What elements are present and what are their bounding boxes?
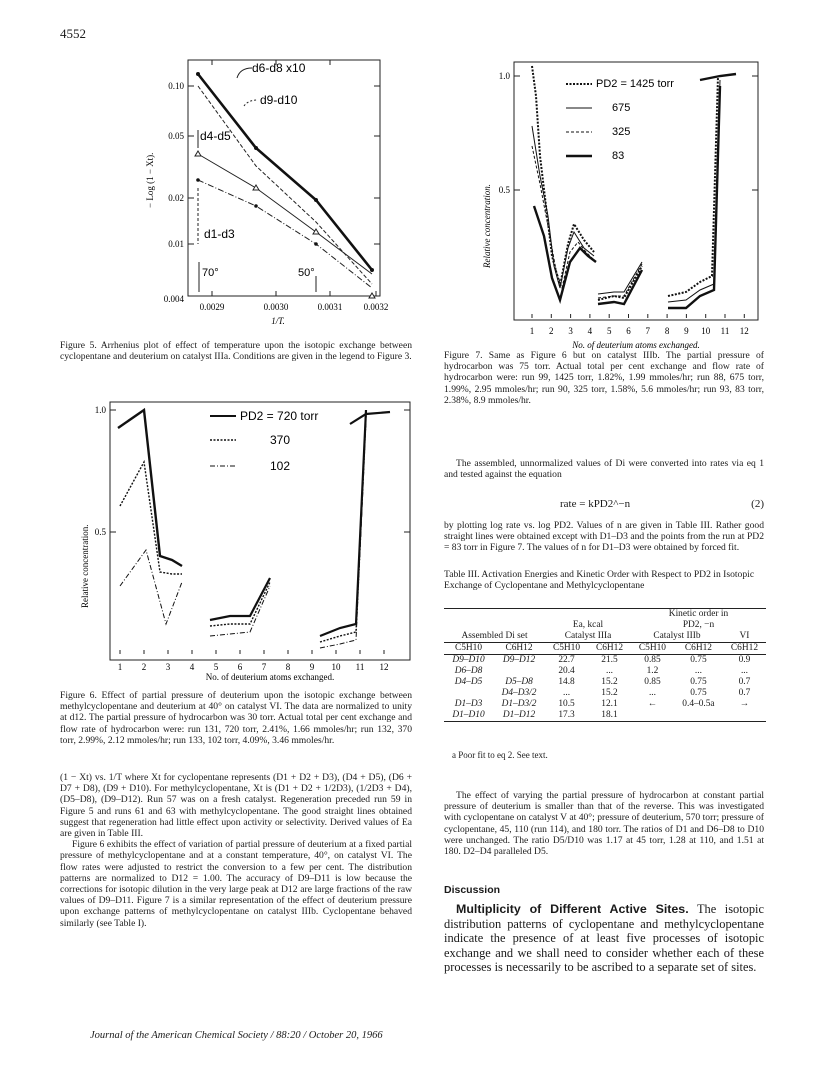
equation-number: (2) (751, 498, 764, 510)
fig5-ytick-4: 0.004 (163, 294, 184, 304)
t3-cell: ... (648, 688, 656, 698)
discussion-subhead: Multiplicity of Different Active Sites. (456, 902, 689, 916)
figure-5-caption: Figure 5. Arrhenius plot of effect of temperature upon the isotopic exchange between cyclopentane and deuterium on catalyst IIIa. Conditions are given in the legend to Figure 3. (60, 340, 412, 363)
fig5-ytick-1: 0.05 (168, 131, 184, 141)
fig7-legend-0: PD2 = 1425 torr (596, 78, 674, 90)
t3-cell: 1.2 (646, 666, 659, 676)
t3-cell: D5–D8 (505, 677, 533, 687)
t3-cell: 15.2 (601, 677, 618, 687)
right-paragraph-3: The effect of varying the partial pressure of hydrocarbon at constant partial pressure of deuterium is smaller than that of the reverse. This was investigated with cyclopentane on catalyst V at 40°; pressure of deuterium, 570 torr; pressure of cyclopentane, 45, 110 (run 114), and 180 torr. The ratios of D1 and D6–D8 to D10 were unchanged. The ratio D5/D10 was 1.17 at 45 torr, 1.28 at 110, and 1.51 at 180. D2–D4 paralleled D5. (444, 790, 764, 858)
t3-cell: D1–D12 (493, 710, 545, 722)
t3-cell: 15.2 (601, 688, 618, 698)
fig6-xtick-5: 6 (237, 662, 243, 672)
fig7-xtick-5: 6 (626, 326, 631, 336)
fig6-ytick-1: 0.5 (94, 527, 106, 537)
t3-sub-1: C6H12 (493, 643, 545, 655)
t3-sub-5: C6H12 (674, 643, 723, 655)
fig5-label-70: 70° (202, 267, 219, 279)
fig5-label-50: 50° (298, 267, 315, 279)
discussion-text: The isotopic distribution patterns of cyclopentane and methylcyclopentane indicate the presence of at least five processes of isotopic exchange and we shall need to consider whether each of these processes is necessarily to be ascribed to a separate set of sites. (444, 902, 764, 975)
figure-7-caption: Figure 7. Same as Figure 6 but on catalyst IIIb. The partial pressure of hydrocarbon was 75 torr. Actual total per cent exchange and flow rate of hydrocarbon were: run 99, 1425 torr, 1.82%, 1.99 mmoles/hr; run 88, 675 torr, 1.99%, 2.95 mmoles/hr; run 90, 325 torr, 1.58%, 5.6 mmoles/hr; run 93, 83 torr, 2.38%, 8.9 mmoles/hr. (444, 350, 764, 406)
fig7-legend-2: 325 (612, 126, 631, 138)
equation-lhs: rate = kPD2^−n (560, 498, 631, 510)
t3-cell: 0.85 (644, 655, 661, 665)
fig6-y-label: Relative concentration. (80, 524, 90, 608)
fig7-xtick-6: 7 (645, 326, 651, 336)
t3-cell: ... (694, 666, 702, 676)
fig5-xtick-1: 0.0030 (263, 302, 289, 312)
fig5-label-d9d10: d9-d10 (260, 93, 298, 107)
fig6-xtick-11: 12 (379, 662, 389, 672)
figure-6 (60, 396, 420, 686)
fig5-xtick-0: 0.0029 (199, 302, 225, 312)
t3-cell: D1–D10 (444, 710, 493, 722)
fig7-xtick-0: 1 (529, 326, 535, 336)
fig6-xtick-4: 5 (213, 662, 219, 672)
t3-cell: D9–D12 (502, 655, 536, 665)
right-paragraph-1: The assembled, unnormalized values of Di were converted into rates via eq 1 and tested against the equation (444, 458, 764, 481)
fig7-y-label: Relative concentration. (482, 184, 492, 268)
fig7-xtick-9: 10 (701, 326, 711, 336)
fig7-ytick-0: 1.0 (498, 71, 510, 81)
fig6-xtick-0: 1 (117, 662, 123, 672)
t3-cat-IIIa: Catalyst IIIa (564, 631, 612, 641)
fig5-ytick-2: 0.02 (168, 193, 184, 203)
t3-cell: 0.7 (738, 688, 751, 698)
discussion-heading: Discussion (444, 884, 501, 896)
figure-6-caption: Figure 6. Effect of partial pressure of deuterium upon the isotopic exchange between methylcyclopentane and deuterium at 40° on catalyst VI. The data are normalized to unity at d12. The partial pressure of hydrocarbon was 30 torr. Actual total per cent exchange and flow rate of hydrocarbon were: run 131, 720 torr, 2.41%, 1.66 mmoles/hr; run 132, 370 torr, 2.99%, 2.12 mmoles/hr; run 133, 102 torr, 4.09%, 3.46 mmoles/hr. (60, 690, 412, 746)
figure-7 (474, 56, 764, 356)
fig6-xtick-6: 7 (261, 662, 267, 672)
t3-cell: → (739, 699, 750, 709)
t3-cell: D4–D3/2 (501, 688, 537, 698)
t3-cell (674, 710, 723, 722)
table-3 (444, 608, 766, 722)
table-row (444, 677, 766, 688)
t3-cell: 12.1 (601, 699, 618, 709)
table-row (444, 688, 766, 699)
t3-cell (493, 666, 545, 677)
t3-sub-2: C5H10 (545, 643, 588, 655)
t3-cell: 0.75 (690, 655, 707, 665)
t3-cell (444, 688, 493, 699)
table-row (444, 699, 766, 710)
left-body-text (60, 772, 412, 929)
fig5-x-label: 1/T. (271, 316, 285, 326)
t3-cell: D4–D5 (454, 677, 483, 687)
t3-cell: D6–D8 (454, 666, 483, 676)
t3-cell: ... (740, 666, 748, 676)
fig7-legend-3: 83 (612, 150, 625, 162)
fig6-legend-2: 102 (270, 459, 291, 473)
fig6-xtick-9: 10 (331, 662, 341, 672)
t3-cell: 0.75 (690, 677, 707, 687)
table-row (444, 666, 766, 677)
t3-cell (723, 710, 766, 722)
t3-group-kinetic-2: PD2, −n (682, 620, 715, 630)
right-paragraph-2: by plotting log rate vs. log PD2. Values of n are given in Table III. Rather good straight lines were obtained except with D1–D3 and the points from the run at PD2 = 83 torr in Figure 7. The values of n for D1–D3 were obtained by forced fit. (444, 520, 764, 554)
fig7-xtick-2: 3 (568, 326, 573, 336)
table-row (444, 655, 766, 667)
fig7-xtick-4: 5 (606, 326, 612, 336)
t3-cell: 14.8 (558, 677, 575, 687)
t3-cell: 18.1 (588, 710, 631, 722)
t3-cell: 22.7 (558, 655, 575, 665)
t3-cat-IIIb: Catalyst IIIb (653, 631, 701, 641)
t3-cell: D9–D10 (452, 655, 485, 665)
t3-cell: 0.85 (644, 677, 661, 687)
fig6-xtick-3: 4 (189, 662, 195, 672)
t3-cat-VI: VI (739, 631, 750, 641)
fig5-ytick-3: 0.01 (168, 239, 184, 249)
t3-cell (631, 710, 674, 722)
page-number: 4552 (60, 26, 86, 41)
t3-cell: 17.3 (545, 710, 588, 722)
table-row (444, 710, 766, 722)
t3-cell: 0.75 (690, 688, 707, 698)
left-paragraph-1: (1 − Xt) vs. 1/T where Xt for cyclopentane represents (D1 + D2 + D3), (D4 + D5), (D6 + D7 + D8), (D9 + D10). For methylcyclopentane, Xt is (D1 + D2 + 1/2D3), (1/2D3 + D4), (D5–D8), (D9–D12). Run 57 was on a fresh catalyst. Regeneration preceded run 59 in Figure 5 and runs 61 and 63 with methylcyclopentane. The good straight lines obtained suggest that regeneration had little effect upon activity or selectivity. Derived values of Ea are given in Table III. (60, 772, 412, 840)
figure-5 (140, 48, 390, 338)
t3-cell: ... (563, 688, 571, 698)
fig6-xtick-8: 9 (309, 662, 315, 672)
journal-footer: Journal of the American Chemical Society / 88:20 / October 20, 1966 (90, 1030, 383, 1041)
t3-cell: ← (647, 699, 658, 709)
t3-cell: 21.5 (601, 655, 618, 665)
t3-cell: 10.5 (558, 699, 575, 709)
fig6-legend-1: 370 (270, 433, 291, 447)
fig5-label-d1d3: d1-d3 (204, 227, 235, 241)
fig5-y-label: − Log (1 − Xt). (145, 152, 155, 208)
fig6-x-label: No. of deuterium atoms exchanged. (205, 672, 335, 682)
fig6-xtick-2: 3 (165, 662, 171, 672)
fig7-legend-1: 675 (612, 102, 631, 114)
t3-cell: 0.7 (738, 677, 751, 687)
left-paragraph-2: Figure 6 exhibits the effect of variation of partial pressure of deuterium at a fixed partial pressure of methylcyclopentane and at a constant temperature, 40°, on catalyst VI. The flow rates were adjusted to restrict the conversion to a few per cent. The distribution patterns are normalized to D12 = 1.00. The accuracy of D9–D11 is low because the corrections for isotopic dilution in the very large peak at D12 are large fractions of the raw values of D9–D11. Figure 7 is a similar representation of the effect of deuterium pressure upon exchange patterns of methylcyclopentane on catalyst IIIb. Cyclopentane behaved similarly (see Table I). (60, 839, 412, 929)
fig5-label-d4d5: d4-d5 (200, 129, 231, 143)
fig7-xtick-3: 4 (587, 326, 593, 336)
fig6-xtick-7: 8 (285, 662, 291, 672)
t3-sub-0: C5H10 (444, 643, 493, 655)
fig5-xtick-3: 0.0032 (363, 302, 389, 312)
fig7-xtick-10: 11 (720, 326, 730, 336)
t3-cell: D1–D3 (454, 699, 483, 709)
t3-sub-4: C5H10 (631, 643, 674, 655)
fig7-x-label: No. of deuterium atoms exchanged. (572, 340, 700, 350)
t3-cell: 0.4–0.5a (682, 699, 715, 709)
table-3-footnote: a Poor fit to eq 2. See text. (452, 750, 548, 760)
fig7-xtick-8: 9 (684, 326, 689, 336)
discussion-paragraph (444, 902, 764, 975)
t3-cell: D1–D3/2 (501, 699, 537, 709)
t3-sub-3: C6H12 (588, 643, 631, 655)
fig5-label-d6d8: d6-d8 x10 (252, 61, 306, 75)
fig5-ytick-0: 0.10 (168, 81, 184, 91)
t3-sub-6: C6H12 (723, 643, 766, 655)
fig7-ytick-1: 0.5 (498, 185, 510, 195)
fig6-xtick-10: 11 (355, 662, 365, 672)
t3-cell: 0.9 (738, 655, 751, 665)
table-3-title: Table III. Activation Energies and Kinetic Order with Respect to PD2 in Isotopic Exchange of Cyclopentane and Methylcyclopentane (444, 569, 755, 592)
t3-col-assembled: Assembled Di set (461, 631, 528, 641)
t3-group-ea: Ea, kcal (572, 620, 604, 630)
fig6-xtick-1: 2 (141, 662, 147, 672)
t3-cell: ... (605, 666, 613, 676)
equation-2 (560, 498, 764, 510)
fig7-xtick-7: 8 (664, 326, 670, 336)
fig6-legend-0: PD2 = 720 torr (240, 409, 319, 423)
fig7-xtick-11: 12 (739, 326, 749, 336)
t3-cell: 20.4 (558, 666, 575, 676)
fig5-xtick-2: 0.0031 (317, 302, 343, 312)
t3-group-kinetic: Kinetic order in (631, 609, 766, 621)
fig6-ytick-0: 1.0 (94, 405, 106, 415)
fig7-xtick-1: 2 (549, 326, 554, 336)
